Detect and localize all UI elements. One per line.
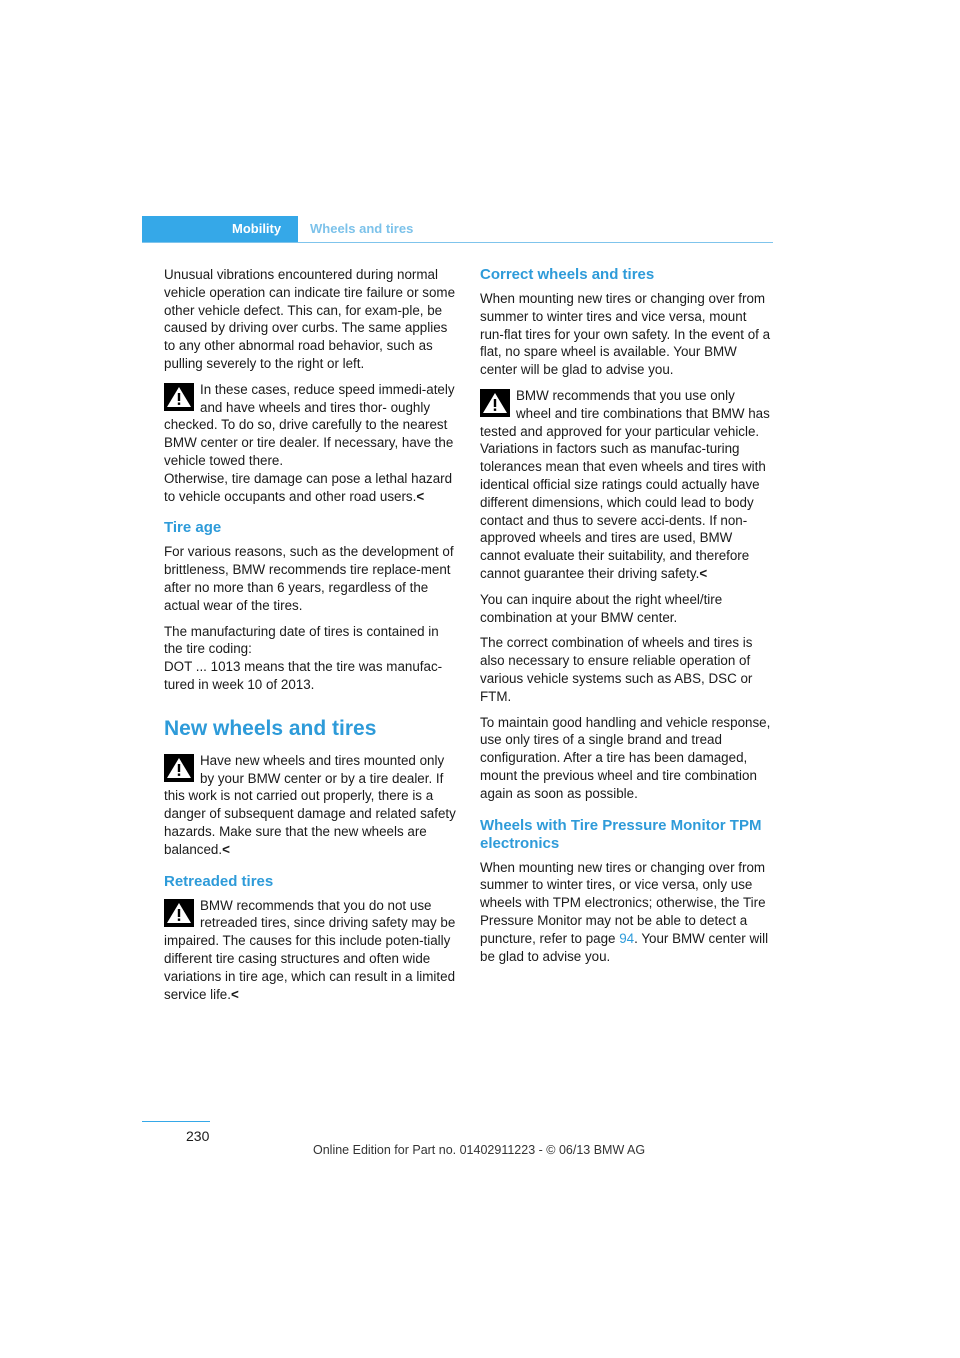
- right-column: [480, 266, 772, 973]
- new-wheels-heading: New wheels and tires: [164, 716, 377, 740]
- correct-paragraph-3: The correct combination of wheels and tires is also necessary to ensure reliable operation of various vehicle systems such as ABS, DSC or FTM.: [480, 635, 753, 704]
- tire-age-heading: Tire age: [164, 519, 222, 537]
- warning-4-lead: BMW recommends that you use only wheel and tire combinations that BMW: [516, 387, 745, 421]
- retreaded-tires-heading: Retreaded tires: [164, 872, 274, 890]
- warning-2-lead: Have new wheels and tires mounted only by your BMW center or by a tire dealer. If: [200, 752, 445, 786]
- correct-paragraph-1: When mounting new tires or changing over from summer to winter tires and vice versa, mount run-flat tires for your own safety. In the event of a flat, no spare wheel is available. Your BMW center will be glad to advise you.: [480, 291, 771, 378]
- warning-block-2: [164, 752, 456, 859]
- tpm-heading: Wheels with Tire Pressure Monitor TPM electronics: [480, 816, 762, 852]
- warning-block-4: [480, 387, 772, 583]
- running-header: [142, 216, 773, 243]
- warning-block-3: [164, 897, 456, 1004]
- warning-1-rest: oughly checked. To do so, drive carefully to the nearest BMW center or tire dealer. If necessary, have the vehicle towed there.: [164, 399, 454, 468]
- correct-paragraph-2: You can inquire about the right wheel/tire combination at your BMW center.: [480, 591, 723, 625]
- tire-age-paragraph-1: For various reasons, such as the development of brittleness, BMW recommends tire replace-ment after no more than 6 years, regardless of the actual wear of the tires.: [164, 544, 454, 613]
- end-mark: <: [222, 841, 230, 857]
- correct-paragraph-4: To maintain good handling and vehicle response, use only tires of a single brand and tread configuration. After a tire has been damaged, mount the previous wheel and tire combination again as soon as possible.: [480, 714, 771, 801]
- tire-age-paragraph-2: The manufacturing date of tires is contained in the tire coding:: [164, 623, 439, 657]
- page-number: 230: [186, 1128, 210, 1144]
- warning-1-rest2: Otherwise, tire damage can pose a lethal hazard to vehicle occupants and other road users.: [164, 470, 453, 504]
- warning-triangle-icon: [164, 754, 194, 782]
- correct-wheels-heading: Correct wheels and tires: [480, 266, 655, 283]
- warning-3-rest: be impaired. The causes for this include poten-tially different tire casing structures and often wide variations in tire age, which can result in a limited service life.: [164, 915, 456, 1002]
- header-section-title: Wheels and tires: [310, 221, 414, 236]
- warning-1-lead: In these cases, reduce speed immedi-ately and have wheels and tires thor-: [200, 381, 455, 415]
- warning-triangle-icon: [480, 389, 510, 417]
- tpm-text-after: . Your BMW center will be glad to advise you.: [480, 930, 769, 964]
- warning-3-lead: BMW recommends that you do not use retreaded tires, since driving safety may: [200, 897, 437, 931]
- warning-triangle-icon: [164, 383, 194, 411]
- edition-notice: Online Edition for Part no. 01402911223 - © 06/13 BMW AG: [313, 1143, 646, 1157]
- warning-4-rest: has tested and approved for your particular vehicle. Variations in factors such as manufac-turing tolerances mean that even wheels and tires with identical official size ratings could actually have different dimensions, which could lead to body contact and thus to severe acci-dents. If non-approved wheels and tires are used, BMW cannot evaluate their suitability, and therefore cannot guarantee their driving safety.: [480, 405, 770, 581]
- tpm-text-before: When mounting new tires or changing over from summer to winter tires, or vice versa, only use wheels with TPM electronics; otherwise, the Tire Pressure Monitor may not be able to detect a puncture, refer to page: [480, 859, 766, 946]
- footer-rule: [142, 1121, 210, 1122]
- page-reference-link[interactable]: 94: [619, 930, 635, 946]
- warning-triangle-icon: [164, 899, 194, 927]
- left-column: [164, 266, 456, 1011]
- warning-block-1: [164, 381, 456, 506]
- tpm-paragraph: [480, 859, 772, 966]
- intro-paragraph: Unusual vibrations encountered during normal vehicle operation can indicate tire failure or some other vehicle defect. This can, for exam-ple, be caused by driving over curbs. The same applies to any other abnormal road behavior, such as pulling severely to the right or left.: [164, 267, 456, 371]
- end-mark: <: [699, 565, 708, 581]
- end-mark: <: [230, 986, 239, 1002]
- warning-2-rest: this work is not carried out properly, there is a danger of subsequent damage and related safety hazards. Make sure that the new wheels are balanced.: [164, 788, 456, 857]
- tire-age-paragraph-3: DOT ... 1013 means that the tire was manufac-tured in week 10 of 2013.: [164, 659, 443, 692]
- header-chapter-tab: Mobility: [142, 216, 298, 242]
- end-mark: <: [416, 488, 425, 504]
